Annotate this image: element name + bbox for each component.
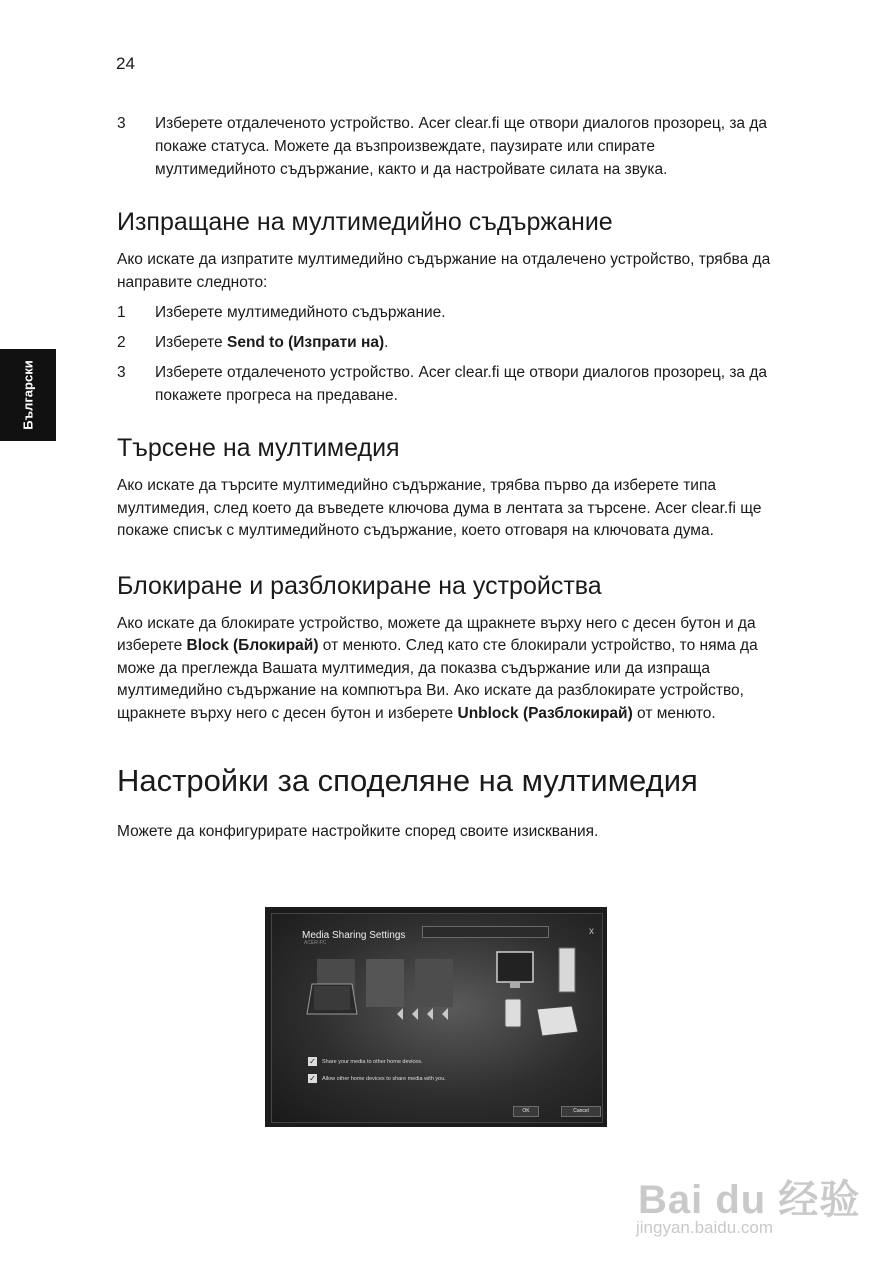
- block-body-part: от менюто.: [632, 704, 716, 722]
- block-term: Block (Блокирай): [186, 637, 319, 654]
- devices-illustration: [272, 914, 602, 1122]
- share-media-checkbox[interactable]: ✓: [309, 1057, 316, 1066]
- ok-button[interactable]: OK: [513, 1106, 539, 1117]
- arrow-icon: [397, 1008, 448, 1020]
- media-sharing-screenshot: [265, 907, 607, 1127]
- send-intro: Ако искате да изпратите мултимедийно съдържание на отдалечено устройство, трябва да направите следното:: [117, 251, 771, 291]
- intro-step: [117, 112, 777, 181]
- page-content: [117, 112, 777, 844]
- list-item: [117, 361, 777, 407]
- media-thumb-icon: [415, 959, 453, 1007]
- close-icon[interactable]: x: [589, 926, 594, 937]
- step-text: Изберете отдалеченото устройство. Acer clear.fi ще отвори диалогов прозорец, за да покажете прогреса на предаване.: [155, 364, 768, 404]
- step-number: 3: [117, 364, 126, 381]
- block-body: [117, 613, 777, 726]
- dialog-window: [271, 913, 603, 1123]
- baidu-watermark-logo: Bai du 经验: [638, 1178, 861, 1222]
- step-text: Изберете мултимедийното съдържание.: [155, 304, 446, 321]
- media-thumb-icon: [366, 959, 404, 1007]
- block-body-part: Ако искате да блокирате устройство, можете да щракнете върху него с десен бутон и да изберете: [117, 614, 756, 654]
- notebook-icon: [537, 1006, 578, 1036]
- step-number: 3: [117, 115, 126, 132]
- allow-devices-checkbox[interactable]: ✓: [309, 1074, 316, 1083]
- section-heading-settings: Настройки за споделяне на мултимедия: [117, 763, 698, 798]
- language-side-tab: [0, 349, 56, 441]
- page-number: 24: [116, 54, 135, 73]
- step-text: [155, 331, 777, 354]
- send-to-term: Send to (Изпрати на): [226, 334, 385, 351]
- search-body: Ако искате да търсите мултимедийно съдържание, трябва първо да изберете типа мултимедия, след което да въведете ключова дума в лентата за търсене. Acer clear.fi ще покаже списък с мултимедийното съдържание, което отговаря на ключовата дума.: [117, 477, 762, 539]
- list-item: [117, 301, 777, 324]
- share-media-label: Share your media to other home devices.: [322, 1059, 423, 1065]
- phone-icon: [505, 999, 521, 1027]
- allow-devices-label: Allow other home devices to share media with you.: [322, 1076, 446, 1082]
- list-item: [117, 331, 777, 354]
- section-heading-search: Търсене на мултимедия: [117, 434, 400, 462]
- language-label: Български: [20, 360, 36, 430]
- dialog-subtitle: ACER-PC: [304, 940, 327, 946]
- step-number: 1: [117, 304, 126, 321]
- laptop-screen-icon: [314, 986, 350, 1010]
- block-body-part: от менюто. След като сте блокирали устройство, то няма да може да преглежда Вашата мултимедия, да показва съдържание или да изпраща мултимедийно съдържание на компютъра Ви. Ако искате да разблокирате устройство, щракнете върху него с десен бутон и изберете: [117, 637, 758, 722]
- dialog-title: Media Sharing Settings: [302, 930, 406, 941]
- section-heading-block: Блокиране и разблокиране на устройства: [117, 571, 602, 600]
- step-text-before: Изберете: [155, 334, 227, 351]
- cancel-button[interactable]: Cancel: [561, 1106, 601, 1117]
- monitor-stand-icon: [510, 982, 520, 988]
- step-number: 2: [117, 334, 126, 351]
- unblock-term: Unblock (Разблокирай): [457, 704, 633, 722]
- send-steps: [117, 301, 777, 407]
- section-heading-send: Изпращане на мултимедийно съдържание: [117, 208, 613, 236]
- step-text: Изберете отдалеченото устройство. Acer clear.fi ще отвори диалогов прозорец, за да покаже статуса. Можете да възпроизвеждате, паузирате или спирате мултимедийното съдържание, както и да настройвате силата на звука.: [155, 115, 768, 178]
- pc-tower-icon: [559, 948, 575, 992]
- settings-body: Можете да конфигурирате настройките според своите изисквания.: [117, 823, 599, 840]
- baidu-watermark-url: jingyan.baidu.com: [636, 1218, 774, 1237]
- monitor-icon: [497, 952, 533, 982]
- step-text-after: .: [384, 334, 389, 351]
